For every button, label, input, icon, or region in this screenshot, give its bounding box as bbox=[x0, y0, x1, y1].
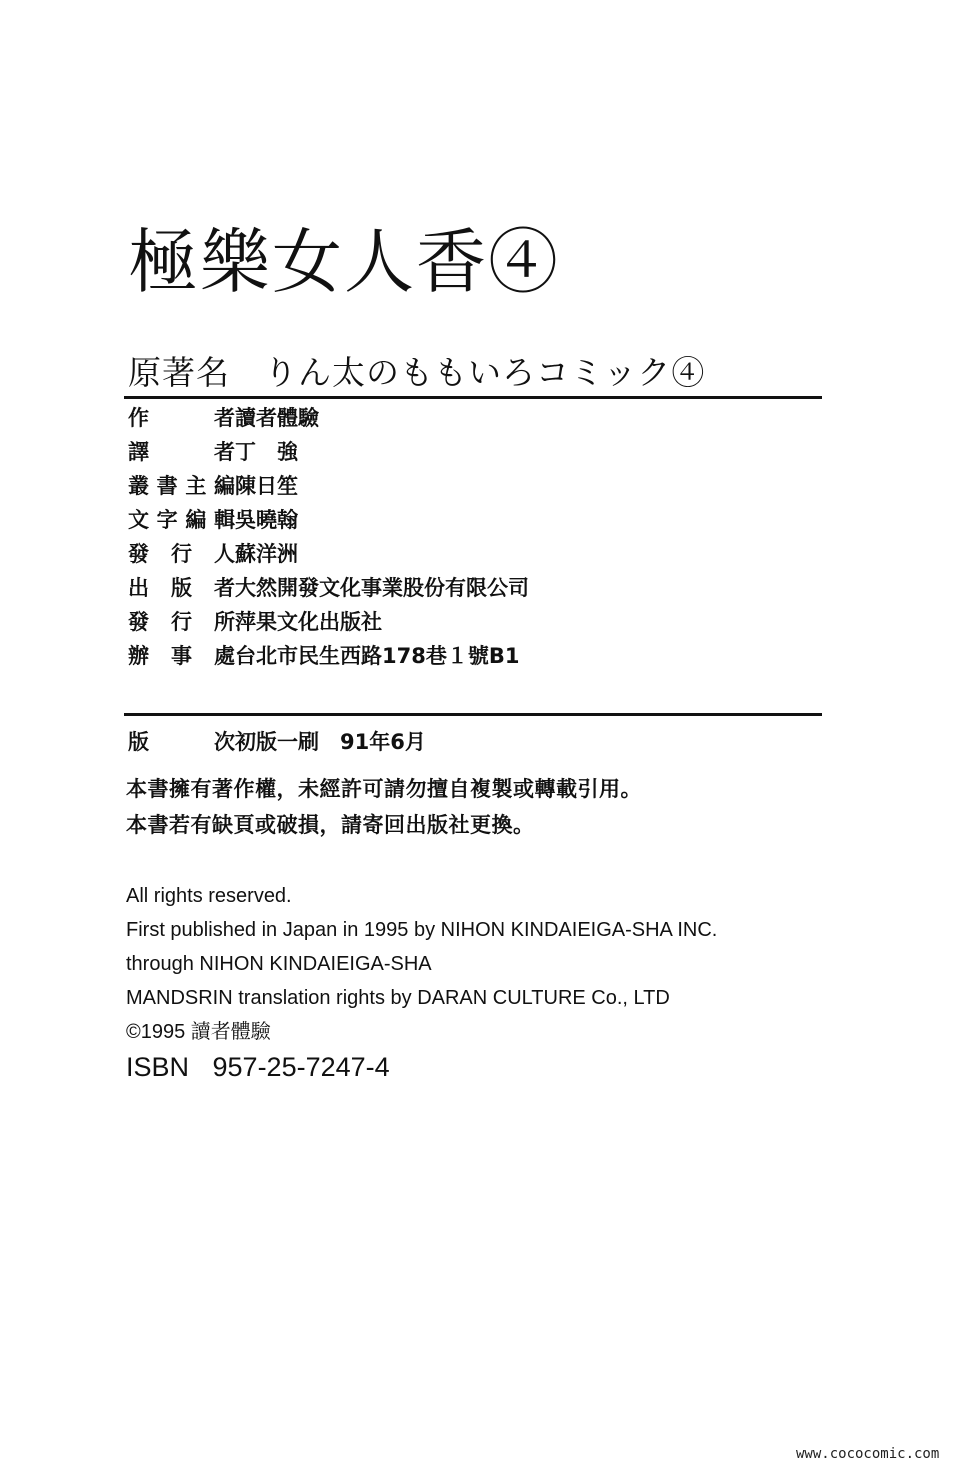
translation-rights-line: MANDSRIN translation rights by DARAN CULTURE Co., LTD bbox=[126, 987, 670, 1009]
credit-value: 陳日笙 bbox=[235, 474, 298, 498]
book-title: 極樂女人香④ bbox=[128, 221, 560, 303]
credit-label: 辦 事 處 bbox=[128, 644, 235, 668]
edition-label: 版 次 bbox=[128, 730, 235, 754]
credit-row-series-editor bbox=[128, 468, 529, 502]
edition-row bbox=[128, 726, 426, 756]
copyright-line: ©1995 讀者體驗 bbox=[126, 1021, 271, 1043]
credit-row-translator bbox=[128, 434, 529, 468]
credit-value: 萍果文化出版社 bbox=[235, 610, 382, 634]
credit-row-publisher bbox=[128, 570, 529, 604]
top-divider bbox=[124, 396, 822, 399]
edition-value: 初版一刷 91年6月 bbox=[235, 730, 426, 754]
isbn: ISBN 957-25-7247-4 bbox=[126, 1052, 390, 1082]
credit-value: 蘇洋洲 bbox=[235, 542, 298, 566]
credit-value: 丁 強 bbox=[235, 440, 298, 464]
watermark: www.cococomic.com bbox=[796, 1446, 940, 1462]
credit-value: 讀者體驗 bbox=[235, 406, 319, 430]
original-title: 原著名 りん太のももいろコミック④ bbox=[128, 353, 706, 392]
credit-value: 大然開發文化事業股份有限公司 bbox=[235, 576, 529, 600]
through-line: through NIHON KINDAIEIGA-SHA bbox=[126, 953, 432, 975]
credit-row-publisher-person bbox=[128, 536, 529, 570]
replacement-notice: 本書若有缺頁或破損，請寄回出版社更換。 bbox=[126, 813, 535, 837]
first-published-line: First published in Japan in 1995 by NIHON KINDAIEIGA-SHA INC. bbox=[126, 919, 718, 941]
credit-row-distributor bbox=[128, 604, 529, 638]
credit-label: 出 版 者 bbox=[128, 576, 235, 600]
credit-value: 台北市民生西路178巷１號B1 bbox=[235, 644, 520, 668]
credit-row-text-editor bbox=[128, 502, 529, 536]
credit-label: 發 行 人 bbox=[128, 542, 235, 566]
credit-label: 作 者 bbox=[128, 406, 235, 430]
copyright-notice: 本書擁有著作權，未經許可請勿擅自複製或轉載引用。 bbox=[126, 777, 642, 801]
credit-label: 譯 者 bbox=[128, 440, 235, 464]
credit-label: 文 字 編 輯 bbox=[128, 508, 235, 532]
credit-label: 叢 書 主 編 bbox=[128, 474, 235, 498]
bottom-divider bbox=[124, 713, 822, 716]
credit-row-office bbox=[128, 638, 529, 672]
rights-line: All rights reserved. bbox=[126, 885, 292, 907]
credit-row-author bbox=[128, 400, 529, 434]
credits-list bbox=[128, 400, 529, 672]
credit-value: 吳曉翰 bbox=[235, 508, 298, 532]
credit-label: 發 行 所 bbox=[128, 610, 235, 634]
